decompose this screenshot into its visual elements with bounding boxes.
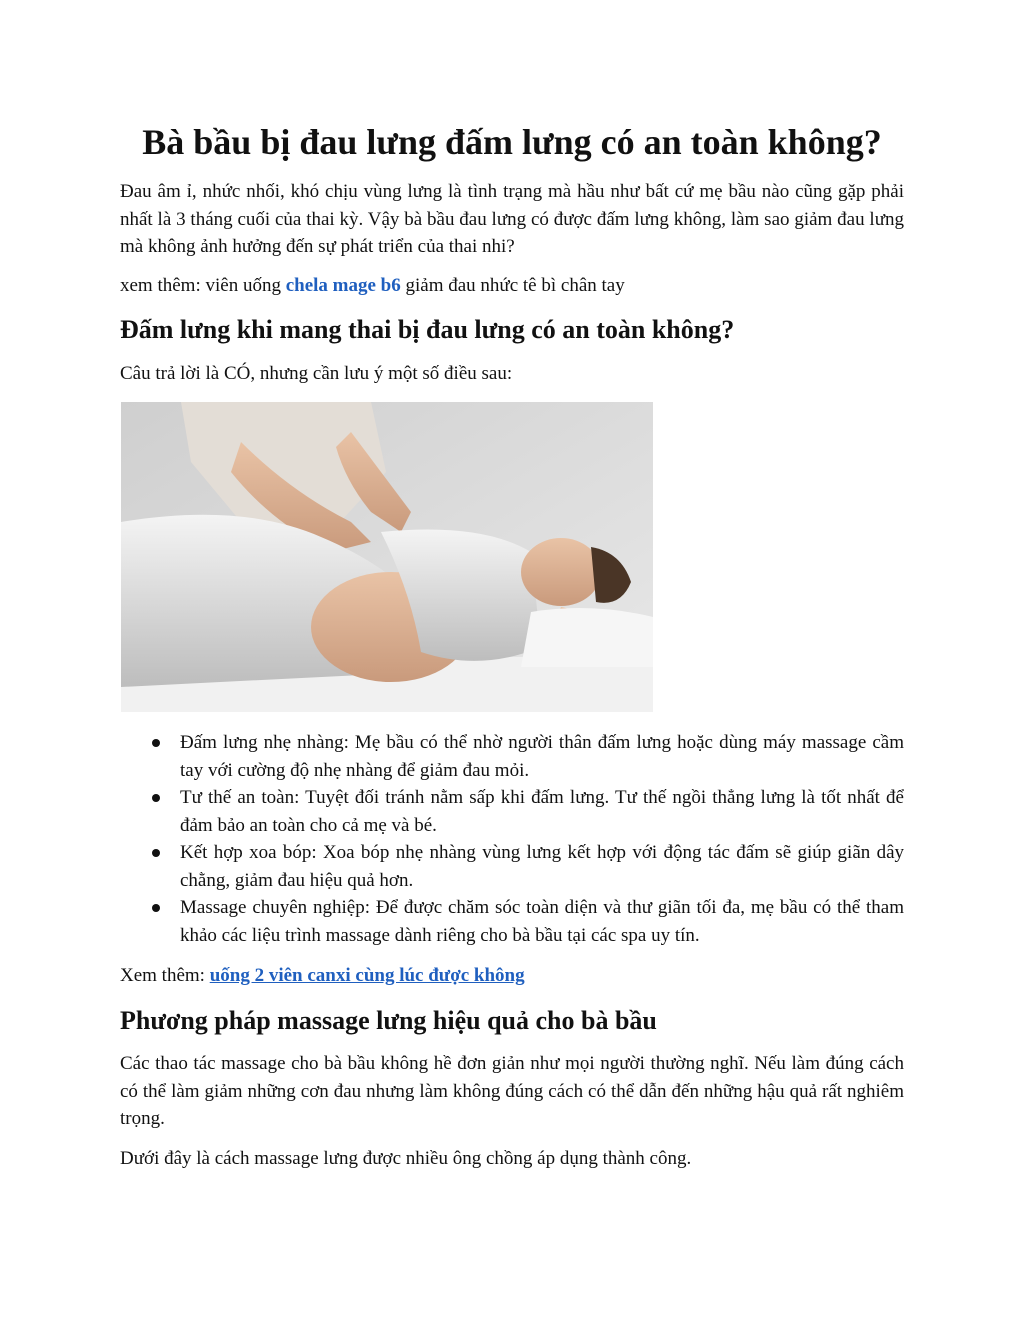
see-also-prefix: Xem thêm: — [120, 965, 210, 986]
intro-paragraph: Đau âm ỉ, nhức nhối, khó chịu vùng lưng là tình trạng mà hầu như bất cứ mẹ bầu nào cũng gặp phải nhất là 3 tháng cuối của thai kỳ. Vậy bà bầu đau lưng có được đấm lưng không, làm sao giảm đau lưng mà không ảnh hưởng đến sự phát triển của thai nhi? — [120, 181, 904, 257]
see-also-suffix: giảm đau nhức tê bì chân tay — [400, 275, 625, 296]
section2-paragraph-2: Dưới đây là cách massage lưng được nhiều ông chồng áp dụng thành công. — [120, 1148, 692, 1169]
section-heading-1: Đấm lưng khi mang thai bị đau lưng có an toàn không? — [120, 315, 735, 344]
massage-photo — [121, 402, 653, 712]
list-item-text: Massage chuyên nghiệp: Để được chăm sóc toàn diện và thư giãn tối đa, mẹ bầu có thể tham khảo các liệu trình massage dành riêng cho bà bầu tại các spa uy tín. — [180, 897, 904, 946]
answer-paragraph: Câu trả lời là CÓ, nhưng cần lưu ý một số điều sau: — [120, 363, 513, 384]
see-also-line-1 — [120, 272, 904, 300]
bullet-icon — [152, 794, 160, 802]
section-heading-2: Phương pháp massage lưng hiệu quả cho bà bầu — [120, 1006, 657, 1035]
list-item — [180, 839, 904, 894]
list-item — [180, 729, 904, 784]
see-also-link-canxi[interactable]: uống 2 viên canxi cùng lúc được không — [209, 965, 525, 986]
list-item — [180, 784, 904, 839]
list-item — [180, 894, 904, 949]
see-also-link-chela-mage[interactable]: chela mage b6 — [285, 275, 401, 296]
section2-paragraph-1: Các thao tác massage cho bà bầu không hề đơn giản như mọi người thường nghĩ. Nếu làm đúng cách có thể làm giảm những cơn đau nhưng làm không đúng cách có thể dẫn đến những hậu quả rất nghiêm trọng. — [120, 1053, 904, 1129]
bullet-icon — [152, 849, 160, 857]
see-also-prefix: xem thêm: viên uống — [120, 275, 286, 296]
page-title: Bà bầu bị đau lưng đấm lưng có an toàn không? — [142, 122, 882, 162]
tips-list — [180, 729, 904, 949]
bullet-icon — [152, 739, 160, 747]
list-item-text: Kết hợp xoa bóp: Xoa bóp nhẹ nhàng vùng lưng kết hợp với động tác đấm sẽ giúp giãn dây chằng, giảm đau hiệu quả hơn. — [180, 842, 904, 891]
list-item-text: Tư thế an toàn: Tuyệt đối tránh nằm sấp khi đấm lưng. Tư thế ngồi thẳng lưng là tốt nhất để đảm bảo an toàn cho cả mẹ và bé. — [180, 787, 904, 836]
list-item-text: Đấm lưng nhẹ nhàng: Mẹ bầu có thể nhờ người thân đấm lưng hoặc dùng máy massage cầm tay với cường độ nhẹ nhàng để giảm đau mỏi. — [180, 732, 904, 781]
see-also-line-2 — [120, 962, 904, 990]
bullet-icon — [152, 904, 160, 912]
